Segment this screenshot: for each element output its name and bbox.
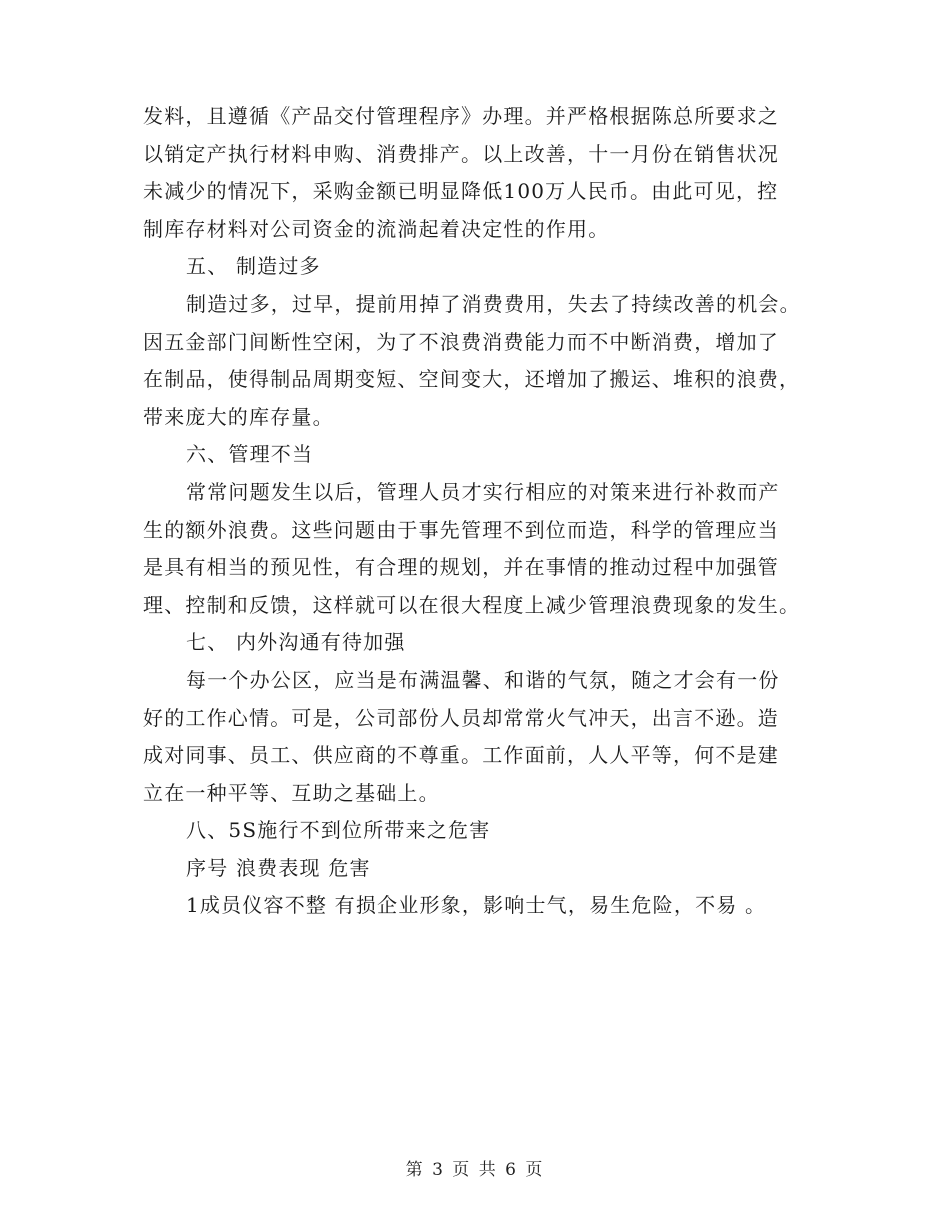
paragraph-line: 每一个办公区，应当是布满温馨、和谐的气氛，随之才会有一份	[186, 667, 780, 692]
paragraph-line: 成对同事、员工、供应商的不尊重。工作面前，人人平等，何不是建	[143, 743, 779, 768]
section-heading: 八、5S施行不到位所带来之危害	[186, 818, 491, 843]
section-heading: 七、 内外沟通有待加强	[186, 630, 406, 655]
table-row: 1成员仪容不整 有损企业形象，影响士气，易生危险，不易 。	[186, 893, 767, 918]
paragraph-line: 未减少的情况下，采购金额已明显降低100万人民币。由此可见，控	[143, 179, 779, 204]
paragraph-line: 好的工作心情。可是，公司部份人员却常常火气冲天，出言不逊。造	[143, 705, 779, 730]
section-heading: 六、管理不当	[186, 442, 314, 467]
paragraph-line: 立在一种平等、互助之基础上。	[143, 780, 440, 805]
paragraph-line: 制造过多，过早，提前用掉了消费费用，失去了持续改善的机会。	[186, 291, 801, 316]
paragraph-line: 理、控制和反馈，这样就可以在很大程度上减少管理浪费现象的发生。	[143, 592, 801, 617]
document-body	[143, 98, 808, 925]
paragraph-line: 生的额外浪费。这些问题由于事先管理不到位而造，科学的管理应当	[143, 517, 779, 542]
table-header-row: 序号 浪费表现 危害	[186, 855, 371, 880]
paragraph-line: 以销定产执行材料申购、消费排产。以上改善，十一月份在销售状况	[143, 141, 779, 166]
paragraph-line: 制库存材料对公司资金的流淌起着决定性的作用。	[143, 216, 610, 241]
paragraph-line: 带来庞大的库存量。	[143, 404, 334, 429]
paragraph-line: 发料，且遵循《产品交付管理程序》办理。并严格根据陈总所要求之	[143, 104, 779, 128]
section-heading: 五、 制造过多	[186, 254, 321, 279]
paragraph-line: 因五金部门间断性空闲，为了不浪费消费能力而不中断消费，增加了	[143, 329, 779, 354]
paragraph-line: 在制品，使得制品周期变短、空间变大，还增加了搬运、堆积的浪费，	[143, 367, 801, 392]
paragraph-line: 常常问题发生以后，管理人员才实行相应的对策来进行补救而产	[186, 479, 780, 504]
paragraph-line: 是具有相当的预见性，有合理的规划，并在事情的推动过程中加强管	[143, 555, 779, 580]
page-number-footer: 第 3 页 共 6 页	[405, 1160, 545, 1180]
